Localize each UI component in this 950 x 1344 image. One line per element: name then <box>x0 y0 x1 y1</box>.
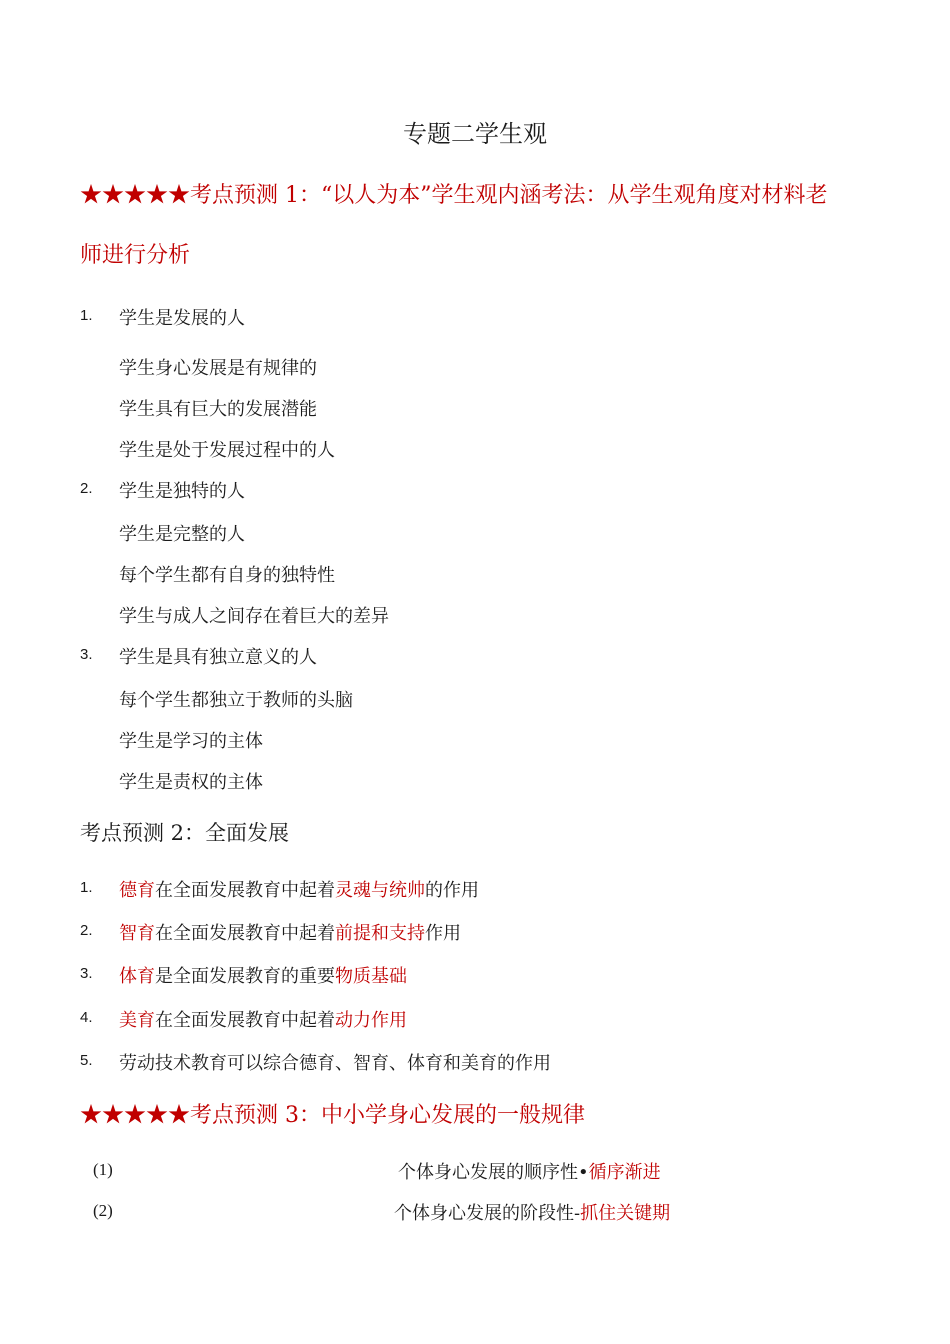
list-item: 学生是发展的人 <box>119 308 245 329</box>
list-item: 美育在全面发展教育中起着动力作用 <box>119 1010 407 1031</box>
sub-item: 学生是学习的主体 <box>119 731 263 752</box>
list-item: 个体身心发展的顺序性•循序渐进 <box>398 1162 661 1183</box>
list-number: 2. <box>80 480 93 497</box>
list-number: (2) <box>93 1201 113 1220</box>
list-number: 3. <box>80 646 93 663</box>
list-number: 1. <box>80 879 93 896</box>
list-number: 3. <box>80 965 93 982</box>
sub-item: 学生是责权的主体 <box>119 772 263 793</box>
sub-item: 每个学生都有自身的独特性 <box>119 565 335 586</box>
sub-item: 学生身心发展是有规律的 <box>119 358 317 379</box>
list-number: 2. <box>80 922 93 939</box>
list-item: 体育是全面发展教育的重要物质基础 <box>119 966 407 987</box>
list-number: 4. <box>80 1009 93 1026</box>
list-item: 智育在全面发展教育中起着前提和支持作用 <box>119 923 461 944</box>
page-title: 专题二学生观 <box>403 120 547 148</box>
section3-heading: ★★★★★考点预测 3：中小学身心发展的一般规律 <box>80 1103 585 1128</box>
list-item: 学生是独特的人 <box>119 481 245 502</box>
sub-item: 学生与成人之间存在着巨大的差异 <box>119 606 389 627</box>
sub-item: 每个学生都独立于教师的头脑 <box>119 690 353 711</box>
section1-heading-line1: ★★★★★考点预测 1：“以人为本”学生观内涵考法：从学生观角度对材料老 <box>80 183 828 208</box>
list-number: (1) <box>93 1160 113 1179</box>
section2-heading: 考点预测 2：全面发展 <box>80 821 290 845</box>
list-item: 个体身心发展的阶段性-抓住关键期 <box>394 1203 671 1224</box>
section1-heading-line2: 师进行分析 <box>80 243 191 268</box>
list-item: 学生是具有独立意义的人 <box>119 647 317 668</box>
list-item: 劳动技术教育可以综合德育、智育、体育和美育的作用 <box>119 1053 551 1074</box>
list-number: 1. <box>80 307 93 324</box>
list-number: 5. <box>80 1052 93 1069</box>
list-item: 德育在全面发展教育中起着灵魂与统帅的作用 <box>119 880 479 901</box>
sub-item: 学生是处于发展过程中的人 <box>119 440 335 461</box>
sub-item: 学生是完整的人 <box>119 524 245 545</box>
sub-item: 学生具有巨大的发展潜能 <box>119 399 317 420</box>
